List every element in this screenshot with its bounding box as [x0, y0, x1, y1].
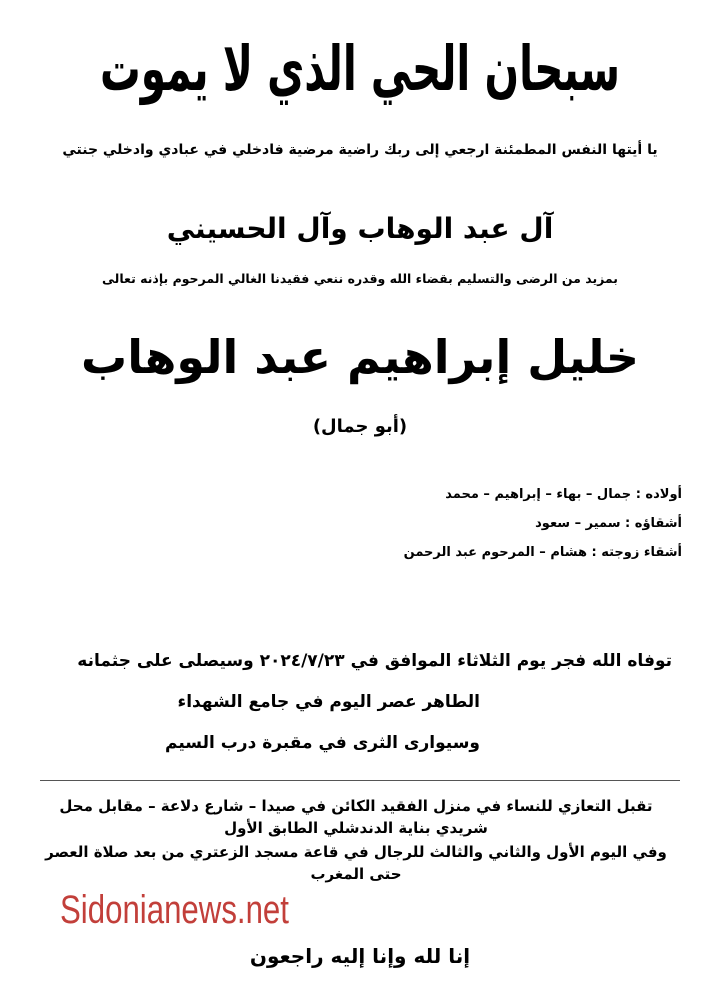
- death-notice-line-2: الطاهر عصر اليوم في جامع الشهداء: [177, 692, 480, 712]
- watermark: Sidonianews.net: [60, 888, 289, 932]
- condolence-women: تقبل التعازي للنساء في منزل الفقيد الكائن في صيدا – شارع دلاعة – مقابل محل شريدي بناية الدندشلي الطابق الأول: [59, 797, 653, 837]
- children-line: أولاده : جمال – بهاء – إبراهيم – محمد: [445, 487, 682, 502]
- closing-phrase: إنا لله وإنا إليه راجعون: [249, 944, 471, 968]
- condolence-info: [36, 795, 676, 887]
- condolence-men: وفي اليوم الأول والثاني والثالث للرجال في قاعة مسجد الزعتري من بعد صلاة العصر حتى المغرب: [45, 843, 667, 883]
- death-notice-line-1: توفاه الله فجر يوم الثلاثاء الموافق في ٢٠٢٤/٧/٢٣ وسيصلى على جثمانه: [77, 651, 672, 671]
- family-names: آل عبد الوهاب وآل الحسيني: [166, 212, 554, 245]
- death-notice: [32, 648, 672, 771]
- calligraphy-header: [90, 8, 630, 128]
- quran-verse: يا أيتها النفس المطمئنة ارجعي إلى ربك راضية مرضية فادخلي في عبادي وادخلي جنتي: [62, 142, 658, 158]
- deceased-nickname: (أبو جمال): [312, 416, 408, 437]
- calligraphy-text: سبحان الحي الذي لا يموت: [100, 32, 620, 105]
- relatives-list: [322, 485, 682, 572]
- announcement-line: بمزيد من الرضى والتسليم بقضاء الله وقدره ننعي فقيدنا الغالي المرحوم بإذنه تعالى: [102, 271, 618, 286]
- deceased-name: خليل إبراهيم عبد الوهاب: [80, 330, 640, 384]
- divider: [40, 780, 680, 781]
- wife-siblings-line: أشقاء زوجته : هشام – المرحوم عبد الرحمن: [403, 545, 682, 560]
- death-notice-line-3: وسيوارى الثرى في مقبرة درب السيم: [165, 733, 480, 753]
- siblings-line: أشقاؤه : سمير – سعود: [535, 516, 682, 531]
